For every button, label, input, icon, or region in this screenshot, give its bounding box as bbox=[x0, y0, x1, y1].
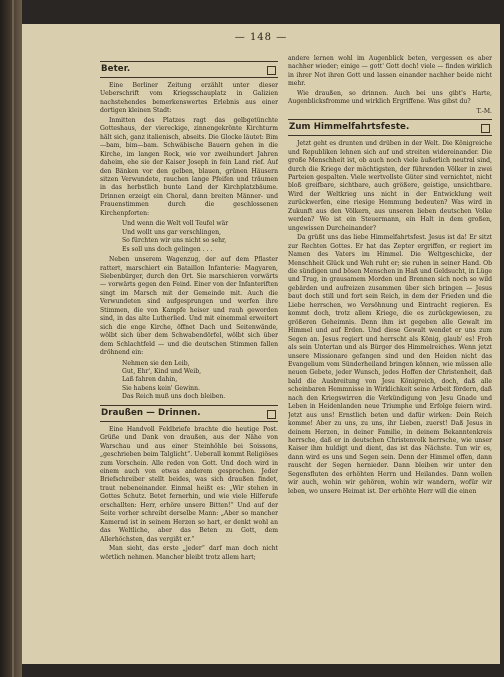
article-title-himmelfahrt: Zum Himmelfahrtsfeste. bbox=[289, 122, 410, 133]
author-signature: T.-M. bbox=[476, 107, 492, 115]
verse-line: Sie habens kein' Gewinn. bbox=[122, 384, 200, 392]
book-binding bbox=[0, 0, 22, 677]
scanned-page bbox=[22, 24, 500, 664]
article-title-beter: Beter. bbox=[101, 64, 131, 74]
paragraph: Eine Handvoll Feldbriefe brachte die heutige Post. Grüße und Dank von draußen, aus der Nähe von Warschau und aus einer Steinhöhle bei Soissons, „geschrieben beim Talglicht“. Ueberall kommt Religiöses zum Vorschein. Alle reden von Gott. Und doch wird in einem auch von etwas anderem gesprochen. Jeder Briefschreiber stellt beides, was sich draußen findet, traut nebeneinander. Einmal heißt es: „Wir stehen in Gottes Schutz. Betet fernerhin, und wie viele Hilferufe erschallten: Herr, erhöre unsere Bitten!“ Und auf der Seite vorher schreibt derselbe Mann: „Aber so mancher Kamerad ist in seinem Herzen so hart, er denkt wohl an das Weltliche, aber das Beten zu Gott, dem Allerhöchsten, das vergißt er.“ bbox=[100, 425, 278, 543]
verse-line: Und wenn die Welt voll Teufel wär bbox=[122, 220, 229, 228]
right-column bbox=[288, 55, 492, 659]
paragraph: Neben unserem Wagenzug, der auf dem Pflaster rattert, marschiert ein Bataillon Infanterie: Magyaren, Siebenbürger, durch den Ort. Sie marschieren vorwärts — vorwärts gegen den Feind. Einer von der Infanteriften singt im Marsch mit der Gemeinde mit. Auch die Verwundeten sind aufgesprungen und werfen ihre Stimmen, die von Kampfe heiser und rauh geworden sind, in das alte Lutherlied. Und mit einemmal erweitert sich die enge Kirche, öffnet Dach und Seitenwände, wölbt sich über dem Schwabendörfel, wölbt sich über dem Schlachtfeld — und die deutschen Stimmen fallen dröhnend ein: bbox=[100, 256, 278, 357]
binding-stitch-line bbox=[12, 0, 14, 677]
paragraph: Eine Berliner Zeitung erzählt unter dieser Ueberschrift vom Kriegsschauplatz in Galizien nachstehendes bemerkenswertes Erlebnis aus einer dortigen kleinen Stadt: bbox=[100, 82, 278, 115]
article-title-draussen-drinnen: Draußen — Drinnen. bbox=[101, 407, 201, 418]
paragraph: Inmitten des Platzes ragt das gelbgetünchte Gotteshaus, der viereckige, zinnengekrönte Kirchturm hält sich, ganz italienisch, abseits. Die Glocke läutet: Bim—bam, bim—bam. Schwäbische Bauern gehen in die Kirche, im langen Rock, wie vor zweihundert Jahren daheim, ehe sie der Kaiser Joseph in fein Land rief. Auf den Bänken vor den gelben, blauen, grünen Häusern sitzen Verwundete, rauchen lange Pfeifen und träumen in das herbstlich bunte Land der Kirchplatzbäume. Drinnen erzeigt ein Choral, dann breiten Männer- und Frauenstimmen durch die geschlossenen Kirchenpforten: bbox=[100, 116, 278, 217]
hymn-verse bbox=[100, 220, 278, 254]
paragraph: Da grüßt uns das liebe Himmelfahrtsfest. Jesus ist da! Er sitzt zur Rechten Gottes. Er hat das Zepter ergriffen, er regiert im Namen des Vaters im Himmel. Die Weltgeschicke, der Menschheit Glück und Weh ruht er; sie ruhen in seiner Hand. Ob die sündigen und bösen Menschen in Haß und Geldsucht, in Lüge und Trug, in grausamem Morden und Brennen sich noch so wild gebärden und aufreizen zusammen über sich bringen — Jesus baut doch still und fort sein Reich, in dem der Frieden und die Liebe herrschen, wo Versöhnung und Eintracht regieren. Es kommt doch, trotz allem Kriege, die es zurückgewiesen, zu größeren Geheimnis. Denn ihm ist gegeben alle Gewalt im Himmel und auf Erden. Und diese Gewalt wendet er uns zum Segen an. Jesus regiert und herrscht als König, glaub' es! Froh als sein Untertan und als Bürger des Himmelreiches. Wenn jetzt unsere Missionare gefangen sind und den Heiden nicht das Evangelium vom Sünderheiland bringen können, wie müssen alle neuen Gebete, jeder Wunsch, jedes Hoffen der Christenheit, daß bald die Ausbreitung von Jesu Königreich, doch, daß alle scheinbaren Hemmnisse in Wirklichkeit seine Arbeit fördern, daß nach den Kriegswirren die Verkündigung von Jesu Gnade und Leben in Heidenlanden neue Triumphe und Erfolge feiern wird. Jetzt aus uns! Ernstlich beten und dafür wirken: Dein Reich komme! Aber zu uns, zu uns, ihr Lieben, zuerst! Daß Jesus in deinem Herzen, in deiner Familie, in deinem Bekanntenkreis herrsche, daß er in deutschen Christenvolk herrsche, wie unser Kaiser ihm huldigt und dient, das ist das Nächste. Tun wir es, dann wird es uns und Segen sein. Denn der Himmel offen, dann rauscht der Segen hernieder. Dann bleiben wir unter den Segensfluten des erhöhten Herrn und Heilandes. Dann wollen wir auch, wohin wir gehören, wohin wir wandern, wofür wir leben, wo unsere Heimat ist. Der erhöhte Herr will die einen bbox=[288, 234, 492, 495]
verse-line: Es soll uns doch gelingen . . . bbox=[122, 245, 213, 253]
verse-line: Das Reich muß uns doch bleiben. bbox=[122, 393, 226, 401]
verse-line: Gut, Ehr', Kind und Weib, bbox=[122, 367, 202, 375]
article-heading-box bbox=[288, 119, 492, 136]
hymn-verse bbox=[100, 360, 278, 402]
left-column bbox=[100, 58, 278, 658]
verse-line: So fürchten wir uns nicht so sehr, bbox=[122, 237, 227, 245]
heading-ornament-icon bbox=[481, 124, 490, 133]
verse-line: Laß fahren dahin, bbox=[122, 376, 178, 384]
article-heading-box bbox=[100, 405, 278, 422]
paragraph: andere lernen wohl im Augenblick beten, vergessen es aber nachher wieder; einige — gott' Gott doch! viele — finden wirklich in ihrer Not ihren Gott und lassen einander nachher beide nicht mehr. bbox=[288, 55, 492, 88]
paragraph: Wie draußen, so drinnen. Auch bei uns gibt's Harte, Augenblicksfromme und wirklich Ergriffene. Was gibst du? bbox=[288, 89, 492, 106]
page-number: — 148 — bbox=[234, 32, 288, 43]
heading-ornament-icon bbox=[267, 410, 276, 419]
verse-line: Und wollt uns gar verschlingen, bbox=[122, 228, 221, 236]
paragraph: Man sieht, das erste „jeder“ darf man doch nicht wörtlich nehmen. Mancher bleibt trotz allem hart; bbox=[100, 545, 278, 561]
verse-line: Nehmen sie den Leib, bbox=[122, 359, 190, 367]
article-heading-box bbox=[100, 61, 278, 78]
heading-ornament-icon bbox=[267, 66, 276, 75]
paragraph: Jetzt geht es drunten und drüben in der Welt. Die Königreiche und Republiken lehnen sich auf und streiten widereinander. Die große Menschheit ist, ob auch noch viele äußerlich neutral sind, durch die Kriege der mächtigsten, der führenden Völker in zwei Parteien gespalten. Viele wertvollste Güter sind vernichtet, nicht bloß greifbare, sichtbare, auch größere, geistige, unsichtbare. Wird der Weltkrieg uns nicht in der Entwicklung weit zurückwerfen, eine riesige Hemmung bedeuten? Was wird in Zukunft aus den Völkern, aus unseren lieben deutschen Volke werden? Wo ist ein Steuermann, ein Halt in dem großen, ungewissen Durcheinander? bbox=[288, 140, 492, 232]
